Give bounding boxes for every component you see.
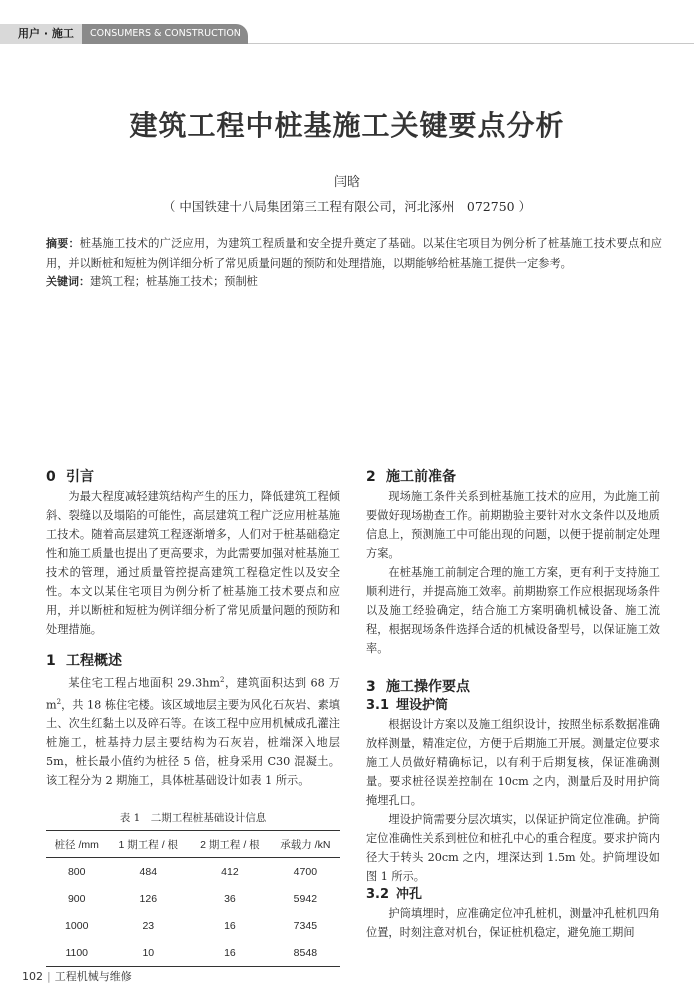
section-2-paragraph: 现场施工条件关系到桩基施工技术的应用，为此施工前要做好现场勘查工作。前期勘验主要针对水文条件以及地质信息上，预测施工中可能出现的问题，以便于提前制定处理方案。: [366, 490, 660, 560]
abstract-label: 摘要：: [46, 237, 80, 250]
section-title: 引言: [66, 469, 94, 485]
section-title: 工程概述: [66, 653, 122, 669]
table-row: [46, 912, 340, 939]
section-1-paragraph: 某住宅工程占地面积 $29.3hm^2$，建筑面积达到 68 万 $m^2$，共 18 栋住宅楼。该区域地层主要为风化石灰岩、素填土、次生红黏土以及碎石等。在该工程中应用机械成孔灌注桩施工，桩基持力层主要结构为石灰岩，桩端深入地层 5m，桩长最小值约为桩径 5 倍，桩身采用 C30 混凝土。该工程分为 2 期施工，具体桩基础设计如表 1 所示。: [46, 676, 340, 788]
section-number: 2: [366, 469, 376, 485]
table-cell: 1100: [46, 939, 107, 967]
table-header-cell: 2 期工程 / 根: [189, 831, 271, 858]
table-cell: 4700: [293, 865, 318, 878]
subsection-title: 埋设护筒: [396, 698, 449, 713]
section-2-paragraph: 在桩基施工前制定合理的施工方案，更有利于支持施工顺利进行，并提高施工效率。前期勘察工作应根据现场条件以及施工经验确定，结合施工方案明确机械设备、施工流程，根据现场条件选择合适的机械设备型号，以保证施工效率。: [366, 566, 660, 655]
table-cell: 126: [139, 892, 158, 905]
table-header-row: [46, 831, 340, 858]
table-cell: 5942: [293, 892, 318, 905]
table-cell: 10: [107, 939, 189, 967]
article-author: 闫晗: [333, 175, 360, 190]
article-title: 建筑工程中桩基施工关键要点分析: [129, 109, 565, 142]
page-footer: [22, 968, 132, 984]
pile-design-table: [46, 830, 340, 967]
footer-separator: |: [47, 970, 51, 983]
section-heading-0: [46, 468, 340, 487]
table-cell: 1000: [65, 919, 89, 932]
section-title: 施工前准备: [386, 469, 456, 485]
subsection-number: 3.2: [366, 887, 390, 902]
table-cell: 36: [224, 892, 236, 905]
keywords-label: 关键词：: [46, 275, 90, 288]
keywords: [46, 272, 662, 292]
section-number: 3: [366, 679, 376, 695]
table-header-cell: 承载力 /kN: [271, 831, 340, 858]
table-row: [46, 885, 340, 912]
subsection-number: 3.1: [366, 698, 390, 713]
subsection-3-1-paragraph: 根据设计方案以及施工组织设计，按照坐标系数据准确放样测量，精准定位，方便于后期施工开展。测量定位要求施工人员做好精确标记，以有利于后期复核，保证准确测量。要求桩径误差控制在 10cm 之内，测量后及时用护筒掩埋孔口。: [366, 718, 660, 807]
section-title: 施工操作要点: [386, 679, 470, 695]
section-label: 用户 · 施工: [0, 24, 82, 44]
journal-name: 工程机械与维修: [54, 970, 132, 983]
subsection-heading-3-1: [366, 697, 660, 715]
section-number: 0: [46, 469, 56, 485]
table-cell: 16: [189, 939, 271, 967]
table-cell: 900: [67, 892, 86, 905]
subsection-3-2-paragraph: 护筒填埋时，应准确定位冲孔桩机，测量冲孔桩机四角位置，时刻注意对机台，保证桩机稳定，避免施工期间: [366, 907, 660, 939]
page-number: 102: [22, 970, 43, 983]
table-header-cell: 桩径 /mm: [46, 831, 107, 858]
subsection-title: 冲孔: [396, 887, 423, 902]
section-0-paragraph: 为最大程度减轻建筑结构产生的压力，降低建筑工程倾斜、裂缝以及塌陷的可能性，高层建筑工程广泛应用桩基施工技术。随着高层建筑工程逐渐增多，人们对于桩基础稳定性和施工质量也提出了更高要求，为此需要加强对桩基施工技术的管理，通过质量管控提高建筑工程稳定性以及安全性。本文以某住宅项目为例分析了桩基施工技术要点和应用，并以断桩和短桩为例详细分析了常见质量问题的预防和处理措施。: [46, 490, 340, 636]
table-row: [46, 858, 340, 886]
section-number: 1: [46, 653, 56, 669]
table-header-cell: 1 期工程 / 根: [107, 831, 189, 858]
table-cell: 800: [67, 865, 86, 878]
table-row: [46, 939, 340, 967]
table-cell: 8548: [271, 939, 340, 967]
section-heading-1: [46, 652, 340, 671]
table-caption: [46, 810, 340, 826]
header-rule: [248, 43, 694, 44]
section-heading-3: [366, 678, 660, 697]
left-column: [46, 468, 340, 967]
table-cell: 23: [142, 919, 155, 932]
section-label-english: CONSUMERS & CONSTRUCTION: [82, 24, 248, 44]
right-column: [366, 468, 660, 942]
table-caption-text: 二期工程桩基础设计信息: [150, 812, 267, 825]
subsection-heading-3-2: [366, 886, 660, 904]
keywords-text: 建筑工程；桩基施工技术；预制桩: [90, 275, 258, 288]
table-cell: 16: [224, 919, 236, 932]
table-cell: 412: [221, 865, 239, 878]
table-caption-number: 表 1: [119, 812, 141, 825]
table-cell: 484: [139, 865, 158, 878]
subsection-3-1-paragraph: 埋设护筒需要分层次填实，以保证护筒定位准确。护筒定位准确性关系到桩位和桩孔中心的重合程度。要求护筒内径大于转头 20cm 之内，埋深达到 1.5m 处。护筒埋设如图 1 所示。: [366, 813, 660, 883]
abstract-text: 桩基施工技术的广泛应用，为建筑工程质量和安全提升奠定了基础。以某住宅项目为例分析了桩基施工技术要点和应用，并以断桩和短桩为例详细分析了常见质量问题的预防和处理措施，以期能够给桩基施工提供一定参考。: [46, 237, 662, 270]
abstract: [46, 234, 662, 274]
section-heading-2: [366, 468, 660, 487]
table-cell: 7345: [293, 919, 318, 932]
running-header: [0, 24, 694, 44]
article-affiliation: （ 中国铁建十八局集团第三工程有限公司，河北涿州 072750 ）: [162, 199, 532, 214]
